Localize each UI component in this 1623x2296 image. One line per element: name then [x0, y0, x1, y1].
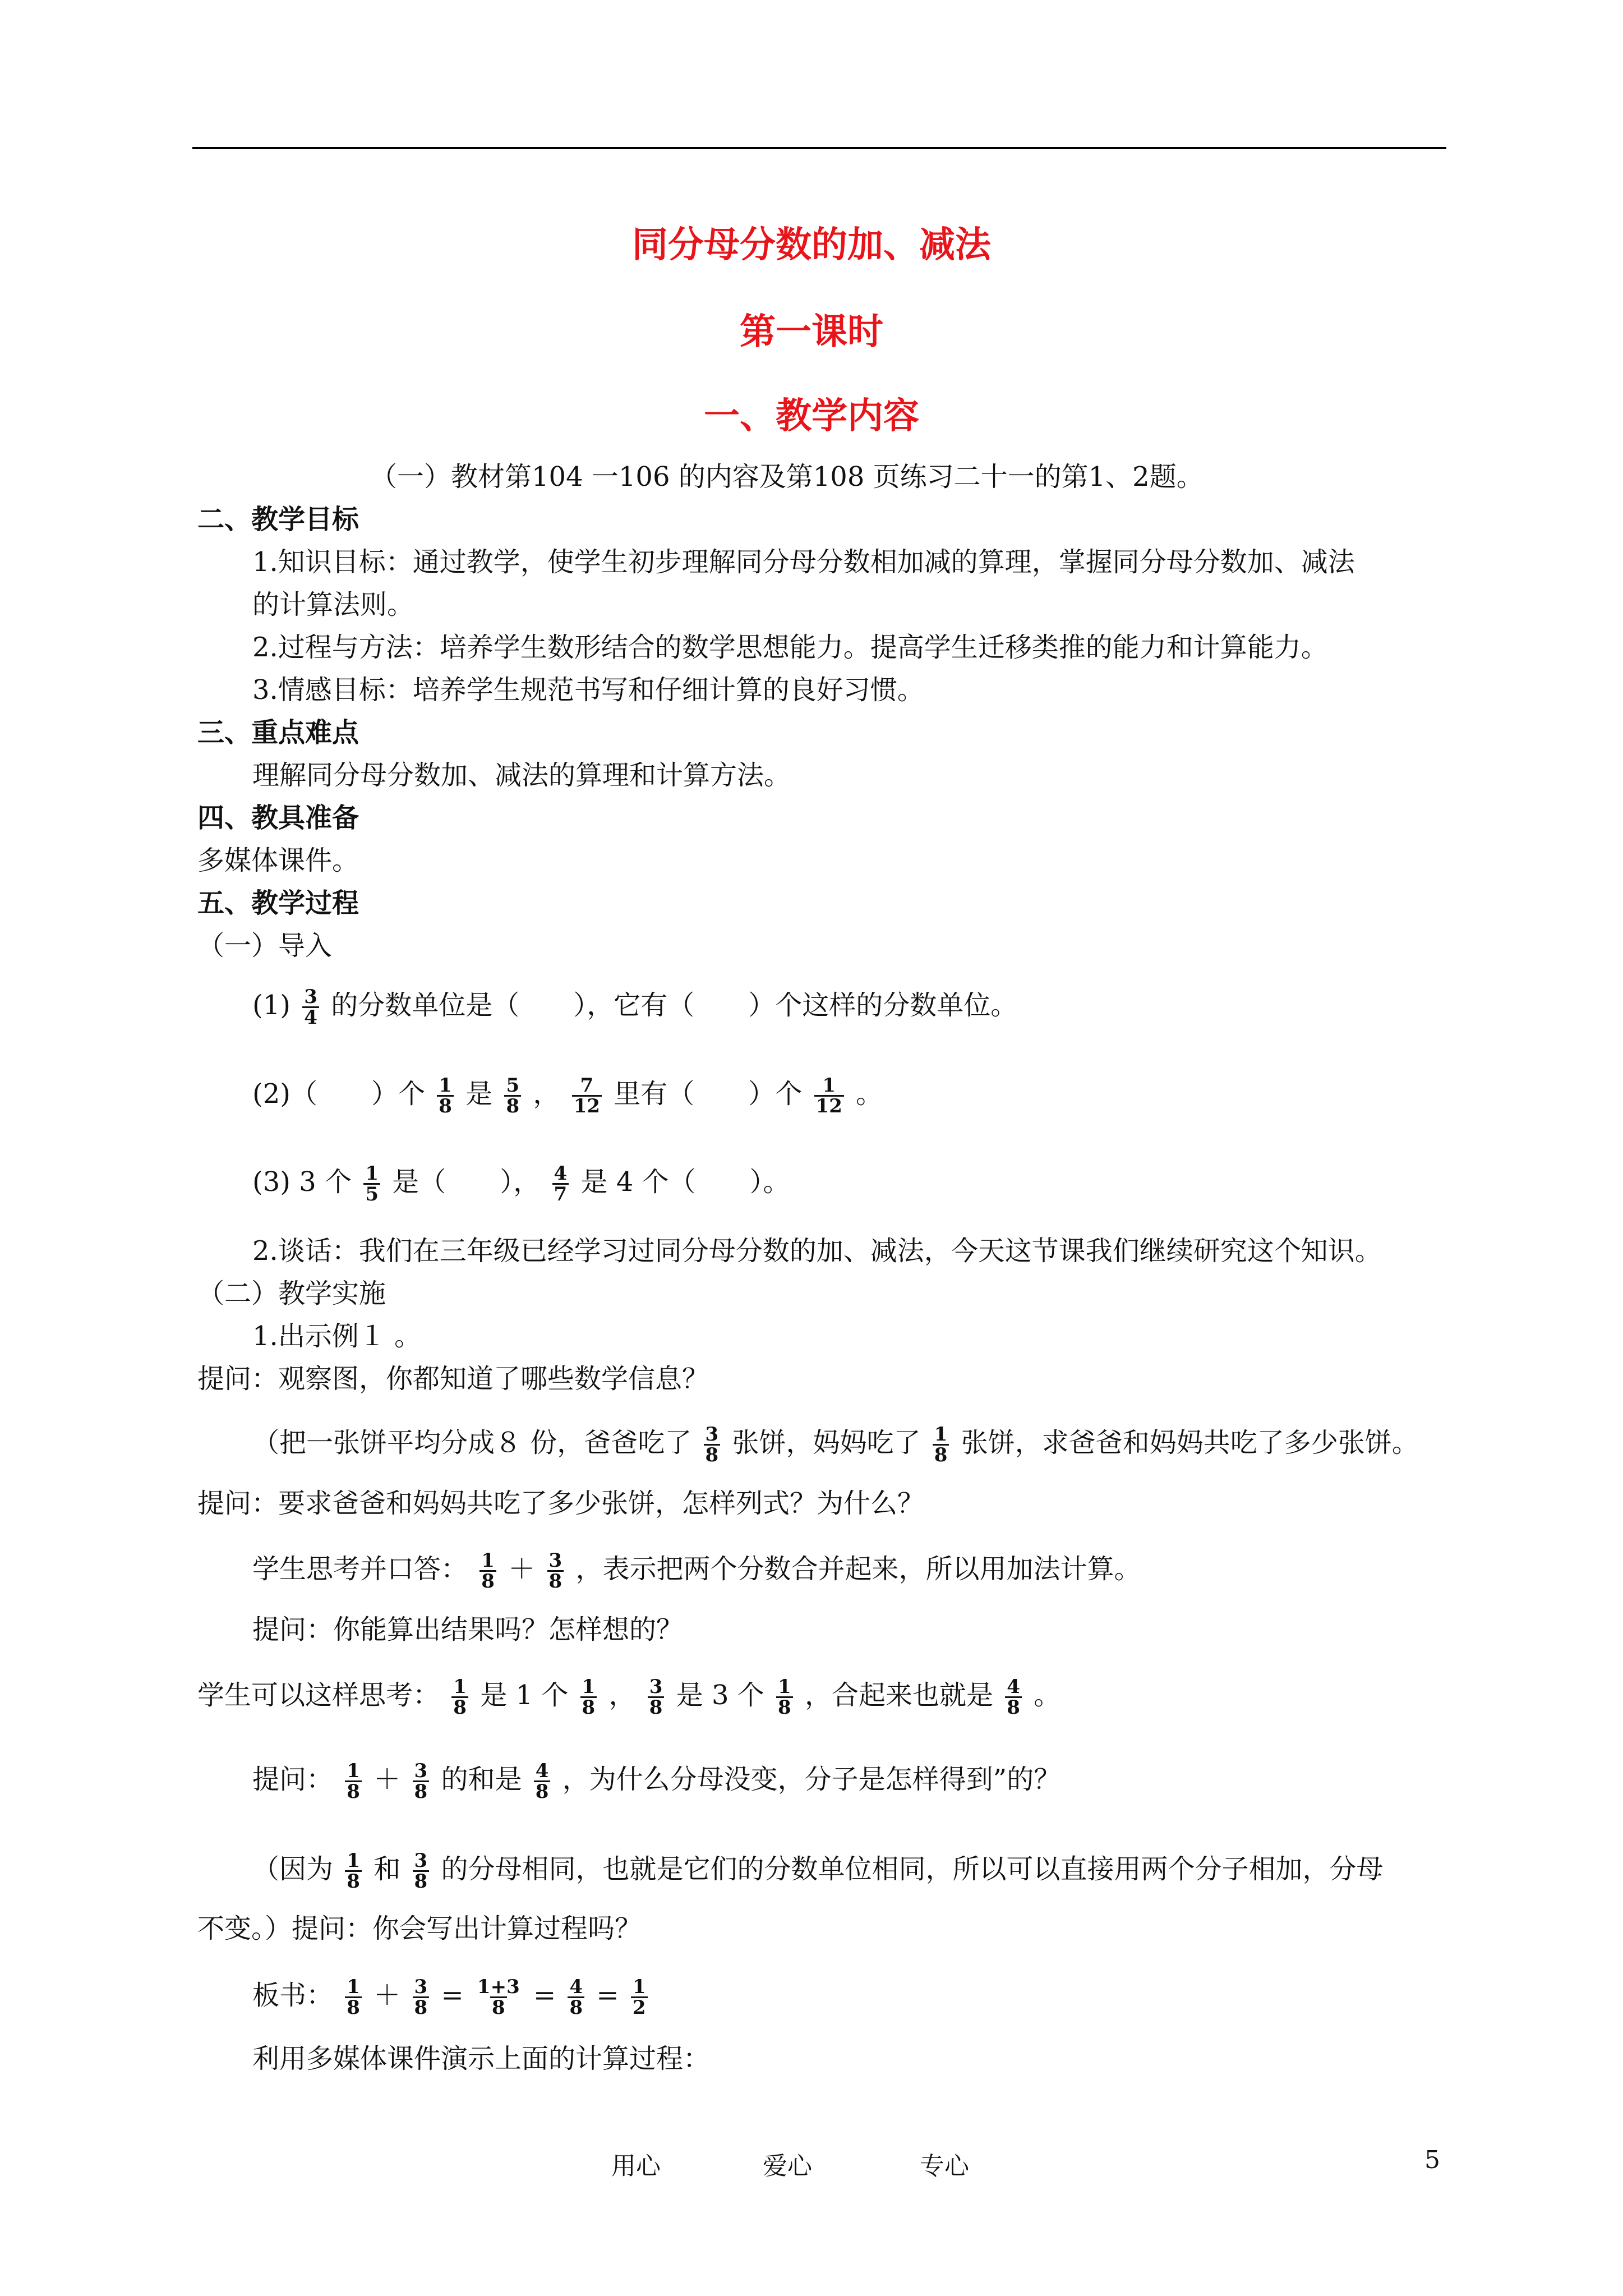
talk-text: 2.谈话：我们在三年级已经学习过同分母分数的加、减法，今天这节课我们继续研究这个知识。 — [252, 1235, 1382, 1267]
denominator: 8 — [704, 1444, 721, 1465]
denominator: 8 — [504, 1095, 521, 1116]
page-title: 同分母分数的加、减法 — [632, 224, 991, 266]
info-part-c: 张饼，求爸爸和妈妈共吃了多少张饼。 — [961, 1427, 1419, 1458]
goal-1b: 的计算法则。 — [252, 589, 414, 620]
equals-sign: = — [533, 1980, 556, 2011]
fraction-3-8 — [413, 1761, 430, 1801]
q3-part-b: 是（ ）， — [392, 1166, 541, 1198]
numerator: 3 — [548, 1549, 562, 1572]
think-part-c: ， — [608, 1680, 636, 1711]
because-part-a: （因为 — [252, 1853, 334, 1885]
denominator: 8 — [580, 1696, 597, 1717]
process-heading: 五、教学过程 — [197, 887, 359, 919]
page-number: 5 — [1424, 2146, 1440, 2174]
info-line — [252, 1425, 1419, 1465]
think-part-d: 是 3 个 — [676, 1680, 764, 1711]
tools-text: 多媒体课件。 — [197, 845, 359, 876]
numerator: 7 — [580, 1074, 594, 1097]
fraction-3-8 — [413, 1977, 430, 2017]
fraction-7-12 — [572, 1076, 602, 1116]
denominator: 8 — [345, 1780, 362, 1801]
header-rule — [192, 147, 1446, 149]
info-part-a: （把一张饼平均分成８ 份，爸爸吃了 — [252, 1427, 692, 1458]
example-1: 1.出示例１ 。 — [252, 1320, 422, 1352]
denominator: 5 — [363, 1183, 380, 1204]
because-line-2: 不变。）提问：你会写出计算过程吗？ — [197, 1913, 642, 1944]
denominator: 12 — [572, 1095, 602, 1116]
denominator: 8 — [413, 1996, 430, 2017]
question-formula: 提问：要求爸爸和妈妈共吃了多少张饼，怎样列式？为什么？ — [197, 1488, 925, 1519]
numerator: 1 — [439, 1074, 452, 1097]
goal-2: 2.过程与方法：培养学生数形结合的数学思想能力。提高学生迁移类推的能力和计算能力。 — [252, 632, 1328, 663]
numerator: 4 — [1007, 1676, 1020, 1698]
denominator: 8 — [479, 1570, 496, 1591]
fraction-1-8 — [776, 1677, 793, 1717]
fraction-1plus3-8 — [476, 1977, 522, 2017]
numerator: 1 — [365, 1162, 379, 1185]
board-label: 板书： — [252, 1980, 334, 2011]
footer-word-3: 专心 — [920, 2152, 969, 2180]
numerator: 3 — [705, 1423, 719, 1446]
question-1 — [252, 987, 1017, 1027]
footer-word-2: 爱心 — [763, 2152, 812, 2180]
plus-sign: ＋ — [508, 1553, 536, 1585]
numerator: 3 — [414, 1849, 428, 1872]
numerator: 1 — [934, 1423, 948, 1446]
info-part-b: 张饼，妈妈吃了 — [732, 1427, 921, 1458]
numerator: 5 — [506, 1074, 520, 1097]
denominator: 8 — [568, 1996, 584, 2017]
numerator: 1 — [347, 1849, 360, 1872]
demo-text: 利用多媒体课件演示上面的计算过程： — [252, 2043, 711, 2074]
because-part-b: 和 — [374, 1853, 401, 1885]
numerator: 1 — [481, 1549, 495, 1572]
footer-word-1: 用心 — [611, 2152, 661, 2180]
fraction-1-8 — [933, 1425, 949, 1465]
fraction-1-8 — [437, 1076, 454, 1116]
answer-line — [252, 1551, 1141, 1591]
think-line — [197, 1677, 1061, 1717]
q3-part-a: (3) 3 个 — [252, 1166, 352, 1198]
denominator: 2 — [631, 1996, 648, 2017]
q3-part-c: 是 4 个（ ）。 — [580, 1166, 790, 1198]
numerator: 1 — [347, 1976, 360, 1998]
q2-part-c: ， — [533, 1078, 560, 1110]
fraction-4-8 — [534, 1761, 551, 1801]
question-why — [252, 1761, 1061, 1801]
fraction-1-2 — [631, 1977, 648, 2017]
because-line — [252, 1851, 1383, 1891]
fraction-5-8 — [504, 1076, 521, 1116]
think-part-b: 是 1 个 — [480, 1680, 569, 1711]
denominator: 8 — [490, 1996, 507, 2017]
fraction-3-8 — [413, 1851, 430, 1891]
ask4-part-c: ，为什么分母没变，分子是怎样得到”的？ — [562, 1764, 1061, 1795]
denominator: 8 — [547, 1570, 564, 1591]
think-part-f: 。 — [1034, 1680, 1061, 1711]
goals-heading: 二、教学目标 — [197, 504, 359, 535]
q2-part-a: (2)（ ）个 — [252, 1078, 425, 1110]
lesson-title: 第一课时 — [740, 311, 883, 353]
question-3 — [252, 1164, 790, 1204]
numerator: 1 — [632, 1976, 646, 1998]
fraction-1-12 — [814, 1076, 844, 1116]
denominator: 8 — [413, 1870, 430, 1891]
fraction-3-4 — [302, 987, 319, 1027]
denominator: 12 — [814, 1095, 844, 1116]
fraction-1-8 — [479, 1551, 496, 1591]
numerator: 4 — [569, 1976, 583, 1998]
denominator: 8 — [345, 1870, 362, 1891]
q2-part-d: 里有（ ）个 — [614, 1078, 803, 1110]
numerator: 1 — [453, 1676, 467, 1698]
equals-sign: = — [596, 1980, 619, 2011]
question-2 — [252, 1076, 883, 1116]
q1-label: (1) — [252, 990, 291, 1021]
fraction-1-8 — [451, 1677, 468, 1717]
key-text: 理解同分母分数加、减法的算理和计算方法。 — [252, 760, 791, 791]
denominator: 8 — [413, 1780, 430, 1801]
numerator: 3 — [649, 1676, 663, 1698]
denominator: 8 — [1005, 1696, 1022, 1717]
fraction-3-8 — [547, 1551, 564, 1591]
numerator: 3 — [304, 986, 317, 1008]
content-line: （一）教材第104 一106 的内容及第108 页练习二十一的第1、2题。 — [370, 461, 1204, 493]
denominator: 8 — [776, 1696, 793, 1717]
goal-1a: 1.知识目标：通过教学，使学生初步理解同分母分数相加减的算理，掌握同分母分数加、减法 — [252, 546, 1355, 578]
q1-text: 的分数单位是（ ），它有（ ）个这样的分数单位。 — [331, 990, 1018, 1021]
fraction-4-8 — [1005, 1677, 1022, 1717]
denominator: 8 — [933, 1444, 949, 1465]
denominator: 8 — [534, 1780, 551, 1801]
impl-heading: （二）教学实施 — [197, 1278, 386, 1309]
ask4-part-b: 的和是 — [441, 1764, 522, 1795]
tools-heading: 四、教具准备 — [197, 802, 359, 834]
fraction-4-8 — [568, 1977, 584, 2017]
fraction-1-8 — [580, 1677, 597, 1717]
section-heading-content: 一、教学内容 — [704, 395, 919, 437]
denominator: 8 — [648, 1696, 665, 1717]
think-part-e: ，合起来也就是 — [804, 1680, 993, 1711]
question-result: 提问：你能算出结果吗？怎样想的？ — [252, 1614, 684, 1645]
numerator: 1+3 — [477, 1976, 520, 1998]
fraction-1-8 — [345, 1761, 362, 1801]
answer-part-a: 学生思考并口答： — [252, 1553, 468, 1585]
denominator: 8 — [345, 1996, 362, 2017]
intro-heading: （一）导入 — [197, 930, 333, 961]
fraction-4-7 — [552, 1164, 569, 1204]
answer-part-b: ，表示把两个分数合并起来，所以用加法计算。 — [575, 1553, 1141, 1585]
q2-part-e: 。 — [856, 1078, 883, 1110]
numerator: 1 — [822, 1074, 836, 1097]
numerator: 1 — [778, 1676, 791, 1698]
denominator: 7 — [552, 1183, 569, 1204]
plus-sign: ＋ — [374, 1764, 401, 1795]
numerator: 3 — [414, 1976, 428, 1998]
numerator: 3 — [414, 1760, 428, 1782]
board-line — [252, 1977, 651, 2017]
q2-part-b: 是 — [465, 1078, 493, 1110]
key-heading: 三、重点难点 — [197, 717, 359, 748]
fraction-1-5 — [363, 1164, 380, 1204]
denominator: 8 — [437, 1095, 454, 1116]
denominator: 4 — [302, 1006, 319, 1027]
question-observe: 提问：观察图，你都知道了哪些数学信息？ — [197, 1363, 709, 1395]
denominator: 8 — [451, 1696, 468, 1717]
ask4-part-a: 提问： — [252, 1764, 334, 1795]
numerator: 4 — [554, 1162, 568, 1185]
equals-sign: = — [441, 1980, 464, 2011]
think-part-a: 学生可以这样思考： — [197, 1680, 440, 1711]
plus-sign: ＋ — [374, 1980, 401, 2011]
goal-3: 3.情感目标：培养学生规范书写和仔细计算的良好习惯。 — [252, 674, 924, 706]
numerator: 1 — [347, 1760, 360, 1782]
fraction-3-8 — [648, 1677, 665, 1717]
numerator: 4 — [535, 1760, 549, 1782]
fraction-1-8 — [345, 1977, 362, 2017]
numerator: 1 — [582, 1676, 596, 1698]
fraction-3-8 — [704, 1425, 721, 1465]
because-part-c: 的分母相同，也就是它们的分数单位相同，所以可以直接用两个分子相加，分母 — [441, 1853, 1384, 1885]
fraction-1-8 — [345, 1851, 362, 1891]
